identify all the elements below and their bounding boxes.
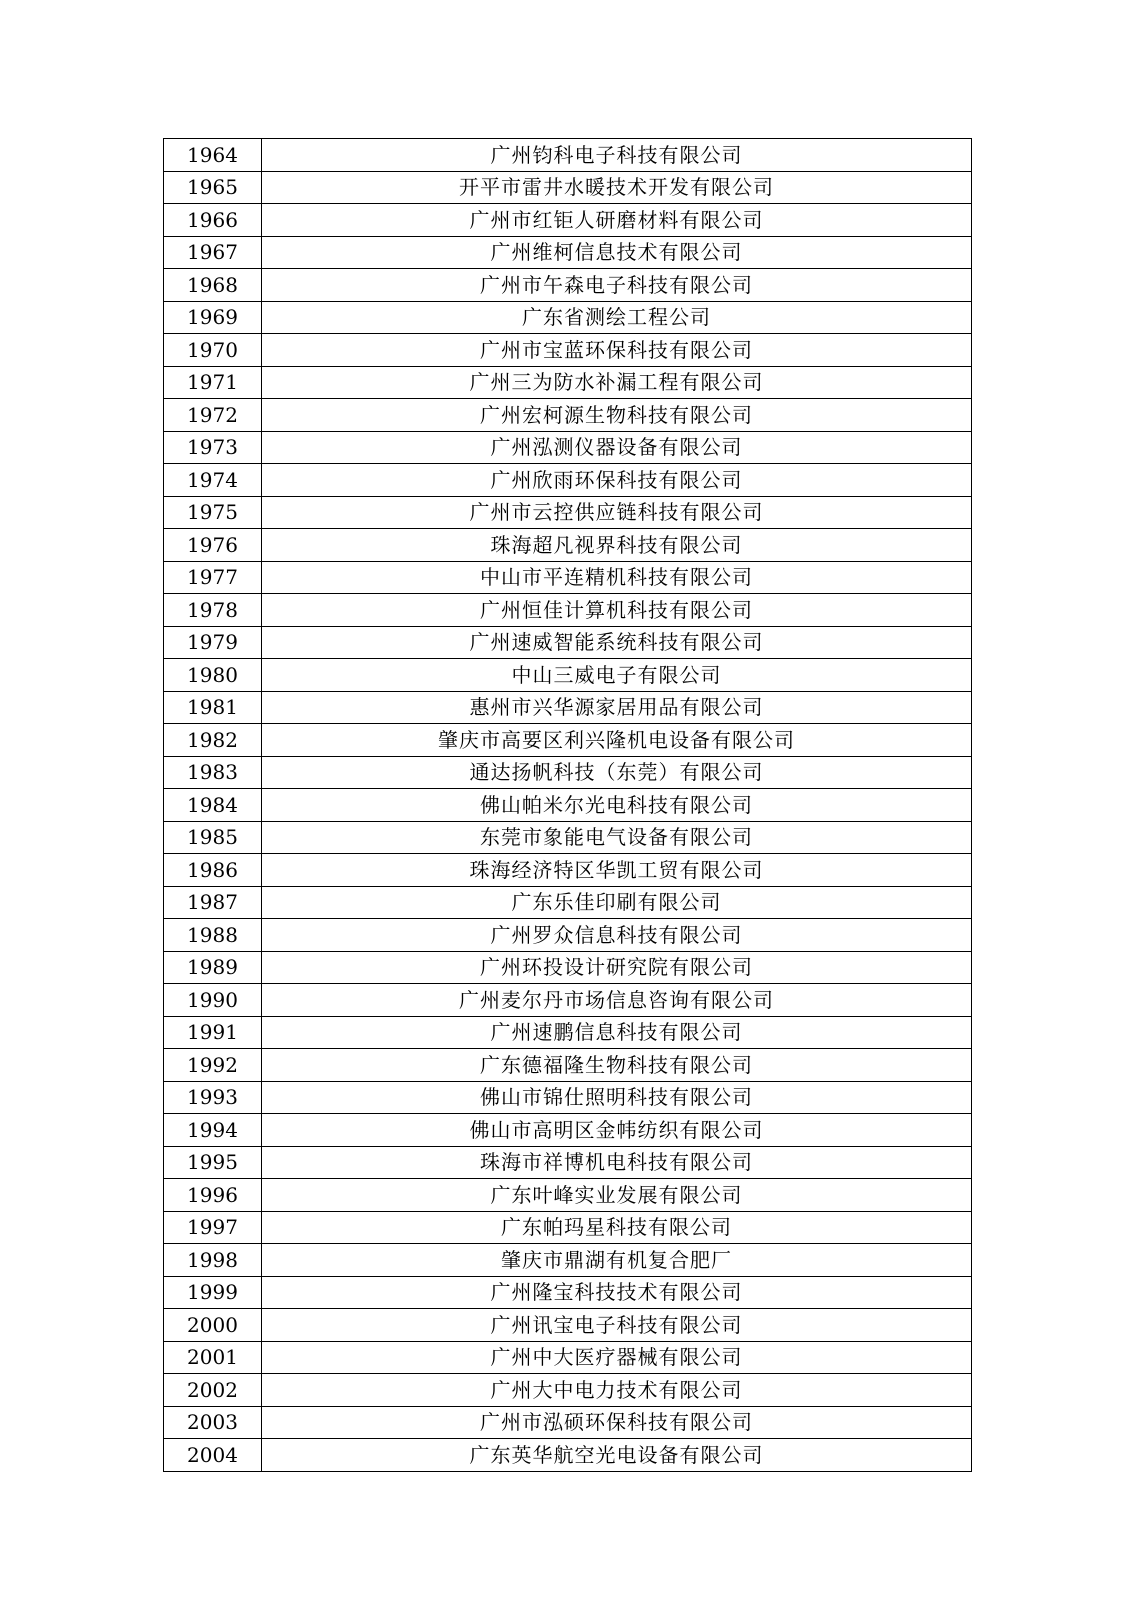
table-row [164, 561, 972, 594]
table-row [164, 1439, 972, 1472]
table-row [164, 366, 972, 399]
table-row [164, 1114, 972, 1147]
table-row [164, 171, 972, 204]
company-name: 广州维柯信息技术有限公司 [262, 236, 972, 269]
company-name: 佛山市高明区金帏纺织有限公司 [262, 1114, 972, 1147]
row-number: 1964 [164, 139, 262, 172]
table-row [164, 1016, 972, 1049]
company-name: 广州宏柯源生物科技有限公司 [262, 399, 972, 432]
table-row [164, 1244, 972, 1277]
company-name: 广东英华航空光电设备有限公司 [262, 1439, 972, 1472]
company-name: 广州市云控供应链科技有限公司 [262, 496, 972, 529]
row-number: 1997 [164, 1211, 262, 1244]
table-row [164, 139, 972, 172]
table-row [164, 1049, 972, 1082]
row-number: 1991 [164, 1016, 262, 1049]
row-number: 2004 [164, 1439, 262, 1472]
row-number: 1980 [164, 659, 262, 692]
company-name: 珠海经济特区华凯工贸有限公司 [262, 854, 972, 887]
table-row [164, 626, 972, 659]
row-number: 1969 [164, 301, 262, 334]
row-number: 1992 [164, 1049, 262, 1082]
row-number: 1973 [164, 431, 262, 464]
row-number: 1984 [164, 789, 262, 822]
table-row [164, 821, 972, 854]
row-number: 1968 [164, 269, 262, 302]
table-row [164, 464, 972, 497]
row-number: 1990 [164, 984, 262, 1017]
row-number: 1981 [164, 691, 262, 724]
company-name: 广东德福隆生物科技有限公司 [262, 1049, 972, 1082]
company-name: 广州讯宝电子科技有限公司 [262, 1309, 972, 1342]
table-row [164, 789, 972, 822]
table-row [164, 724, 972, 757]
table-row [164, 1146, 972, 1179]
table-row [164, 756, 972, 789]
company-name: 中山三威电子有限公司 [262, 659, 972, 692]
company-name: 广东帕玛星科技有限公司 [262, 1211, 972, 1244]
company-name: 珠海超凡视界科技有限公司 [262, 529, 972, 562]
row-number: 2003 [164, 1406, 262, 1439]
row-number: 1998 [164, 1244, 262, 1277]
table-row [164, 236, 972, 269]
company-name: 广州欣雨环保科技有限公司 [262, 464, 972, 497]
table-row [164, 301, 972, 334]
table-row [164, 1341, 972, 1374]
row-number: 1977 [164, 561, 262, 594]
table-row [164, 659, 972, 692]
row-number: 1996 [164, 1179, 262, 1212]
row-number: 1978 [164, 594, 262, 627]
company-name: 广州三为防水补漏工程有限公司 [262, 366, 972, 399]
row-number: 1965 [164, 171, 262, 204]
table-row [164, 496, 972, 529]
row-number: 2002 [164, 1374, 262, 1407]
table-row [164, 854, 972, 887]
table-row [164, 529, 972, 562]
company-name: 广州中大医疗器械有限公司 [262, 1341, 972, 1374]
company-name: 广东乐佳印刷有限公司 [262, 886, 972, 919]
row-number: 1979 [164, 626, 262, 659]
row-number: 1972 [164, 399, 262, 432]
table-row [164, 886, 972, 919]
table-row [164, 1081, 972, 1114]
row-number: 1970 [164, 334, 262, 367]
row-number: 2001 [164, 1341, 262, 1374]
table-row [164, 951, 972, 984]
company-name: 珠海市祥博机电科技有限公司 [262, 1146, 972, 1179]
table-row [164, 1211, 972, 1244]
company-name: 广州隆宝科技技术有限公司 [262, 1276, 972, 1309]
company-name: 佛山帕米尔光电科技有限公司 [262, 789, 972, 822]
table-row [164, 1374, 972, 1407]
table-row [164, 594, 972, 627]
company-name: 广州速鹏信息科技有限公司 [262, 1016, 972, 1049]
table-row [164, 1406, 972, 1439]
company-name: 广州市午森电子科技有限公司 [262, 269, 972, 302]
company-name: 广州恒佳计算机科技有限公司 [262, 594, 972, 627]
company-name: 广州罗众信息科技有限公司 [262, 919, 972, 952]
row-number: 1993 [164, 1081, 262, 1114]
row-number: 1994 [164, 1114, 262, 1147]
table-row [164, 204, 972, 237]
company-name: 肇庆市鼎湖有机复合肥厂 [262, 1244, 972, 1277]
table-row [164, 691, 972, 724]
company-name: 广州钧科电子科技有限公司 [262, 139, 972, 172]
row-number: 1966 [164, 204, 262, 237]
row-number: 1974 [164, 464, 262, 497]
row-number: 1985 [164, 821, 262, 854]
table-row [164, 269, 972, 302]
row-number: 1987 [164, 886, 262, 919]
company-name: 中山市平连精机科技有限公司 [262, 561, 972, 594]
company-name: 通达扬帆科技（东莞）有限公司 [262, 756, 972, 789]
company-name: 广东叶峰实业发展有限公司 [262, 1179, 972, 1212]
row-number: 1986 [164, 854, 262, 887]
company-name: 广州泓测仪器设备有限公司 [262, 431, 972, 464]
company-name: 广东省测绘工程公司 [262, 301, 972, 334]
row-number: 1989 [164, 951, 262, 984]
company-name: 东莞市象能电气设备有限公司 [262, 821, 972, 854]
row-number: 1988 [164, 919, 262, 952]
company-name: 开平市雷井水暖技术开发有限公司 [262, 171, 972, 204]
company-name: 肇庆市高要区利兴隆机电设备有限公司 [262, 724, 972, 757]
row-number: 1971 [164, 366, 262, 399]
company-list-body [164, 139, 972, 1472]
row-number: 1967 [164, 236, 262, 269]
company-name: 广州市泓硕环保科技有限公司 [262, 1406, 972, 1439]
company-name: 广州市红钜人研磨材料有限公司 [262, 204, 972, 237]
table-row [164, 1309, 972, 1342]
row-number: 1983 [164, 756, 262, 789]
company-list-table [163, 138, 972, 1472]
row-number: 1976 [164, 529, 262, 562]
table-row [164, 1179, 972, 1212]
company-name: 广州大中电力技术有限公司 [262, 1374, 972, 1407]
company-name: 广州环投设计研究院有限公司 [262, 951, 972, 984]
company-name: 广州市宝蓝环保科技有限公司 [262, 334, 972, 367]
company-name: 广州麦尔丹市场信息咨询有限公司 [262, 984, 972, 1017]
table-row [164, 1276, 972, 1309]
company-name: 广州速威智能系统科技有限公司 [262, 626, 972, 659]
table-row [164, 399, 972, 432]
company-name: 佛山市锦仕照明科技有限公司 [262, 1081, 972, 1114]
table-row [164, 919, 972, 952]
row-number: 2000 [164, 1309, 262, 1342]
row-number: 1975 [164, 496, 262, 529]
row-number: 1982 [164, 724, 262, 757]
row-number: 1995 [164, 1146, 262, 1179]
row-number: 1999 [164, 1276, 262, 1309]
table-row [164, 334, 972, 367]
table-row [164, 431, 972, 464]
company-name: 惠州市兴华源家居用品有限公司 [262, 691, 972, 724]
table-row [164, 984, 972, 1017]
